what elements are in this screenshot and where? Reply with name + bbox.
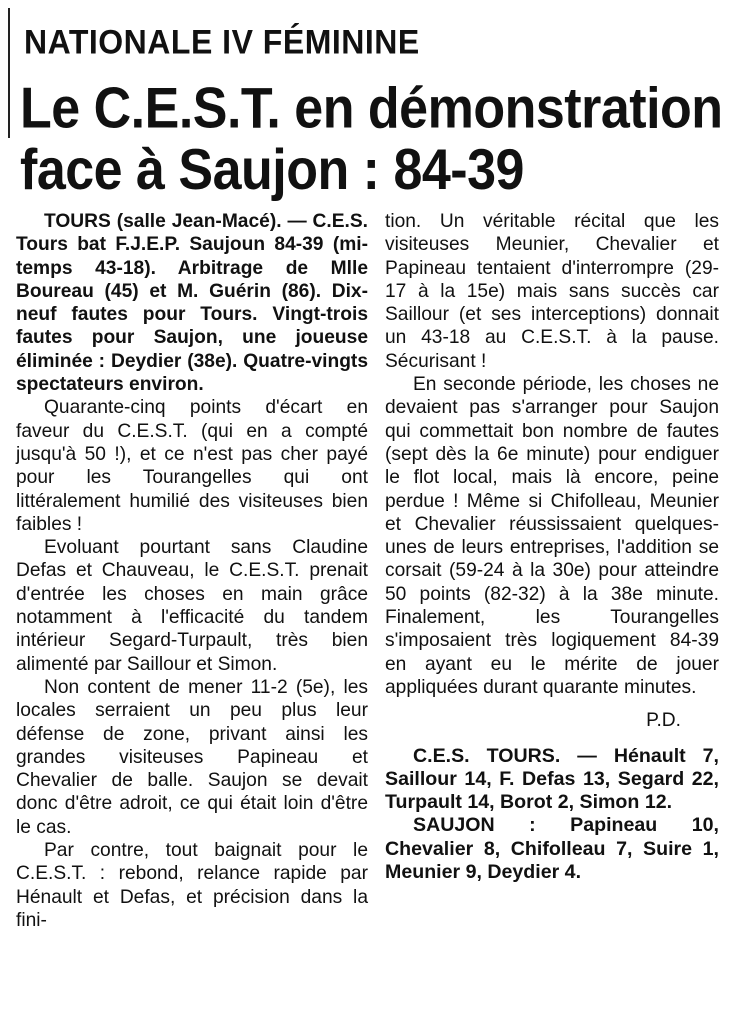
body-paragraph-continued: tion. Un véritable récital que les visiteuses Meunier, Chevalier et Papineau tentaient d'interrompre (29-17 à la 15e) mais sans succès car Saillour (et ses interceptions) donnait un 43-18 au C.E.S.T. à la pause. Sécurisant ! xyxy=(385,211,719,372)
body-paragraph: En seconde période, les choses ne devaient pas s'arranger pour Saujon qui commettait bon nombre de fautes (sept dès la 6e minute) pour endiguer le flot local, mais là encore, peine perdue ! Même si Chifolleau, Meunier et Chevalier réussissaient quelques-unes de leurs entreprises, l'addition se corsait (59-24 à la 30e) pour atteindre 50 points (82-32) à la 38e minute. Finalement, les Tourangelles s'imposaient très logiquement 84-39 en ayant eu le mérite de jouer appliquées durant quarante minutes. xyxy=(385,374,719,698)
body-paragraph: Evoluant pourtant sans Claudine Defas et Chauveau, le C.E.S.T. prenait d'entrée les choses en main grâce notamment à l'efficacité du tandem intérieur Segard-Turpault, très bien alimenté par Saillour et Simon. xyxy=(16,537,368,675)
author-signature: P.D. xyxy=(646,710,681,732)
section-kicker: NATIONALE IV FÉMININE xyxy=(24,22,420,61)
scorers-saujon: SAUJON : Papineau 10, Chevalier 8, Chifolleau 7, Suire 1, Meunier 9, Deydier 4. xyxy=(385,814,719,884)
headline-line-2: face à Saujon : 84-39 xyxy=(20,138,524,203)
match-summary-lead: TOURS (salle Jean-Macé). — C.E.S. Tours bat F.J.E.P. Saujoun 84-39 (mi-temps 43-18). Arbitrage de Mlle Boureau (45) et M. Guérin (86). Dix-neuf fautes pour Tours. Vingt-trois fautes pour Saujon, une joueuse éliminée : Deydier (38e). Quatre-vingts spectateurs environ. xyxy=(16,211,368,396)
right-column xyxy=(385,210,719,884)
left-column xyxy=(16,210,368,932)
scorers-tours: C.E.S. TOURS. — Hénault 7, Saillour 14, F. Defas 13, Segard 22, Turpault 14, Borot 2, Simon 12. xyxy=(385,744,719,814)
margin-rule xyxy=(8,8,10,138)
headline xyxy=(20,76,723,203)
headline-line-1: Le C.E.S.T. en démonstration xyxy=(20,76,723,141)
body-paragraph: Non content de mener 11-2 (5e), les locales serraient un peu plus leur défense de zone, privant ainsi les grandes visiteuses Papineau et Chevalier de balle. Saujon se devait donc d'être adroit, ce qui était loin d'être le cas. xyxy=(16,676,368,838)
scorers-box xyxy=(385,745,719,885)
body-paragraph: Par contre, tout baignait pour le C.E.S.T. : rebond, relance rapide par Hénault et Defas, et précision dans la fini- xyxy=(16,840,368,931)
body-paragraph: Quarante-cinq points d'écart en faveur du C.E.S.T. (qui en a compté jusqu'à 50 !), et ce n'est pas cher payé pour les Tourangelles qui ont littéralement humilié des visiteuses bien faibles ! xyxy=(16,397,368,535)
